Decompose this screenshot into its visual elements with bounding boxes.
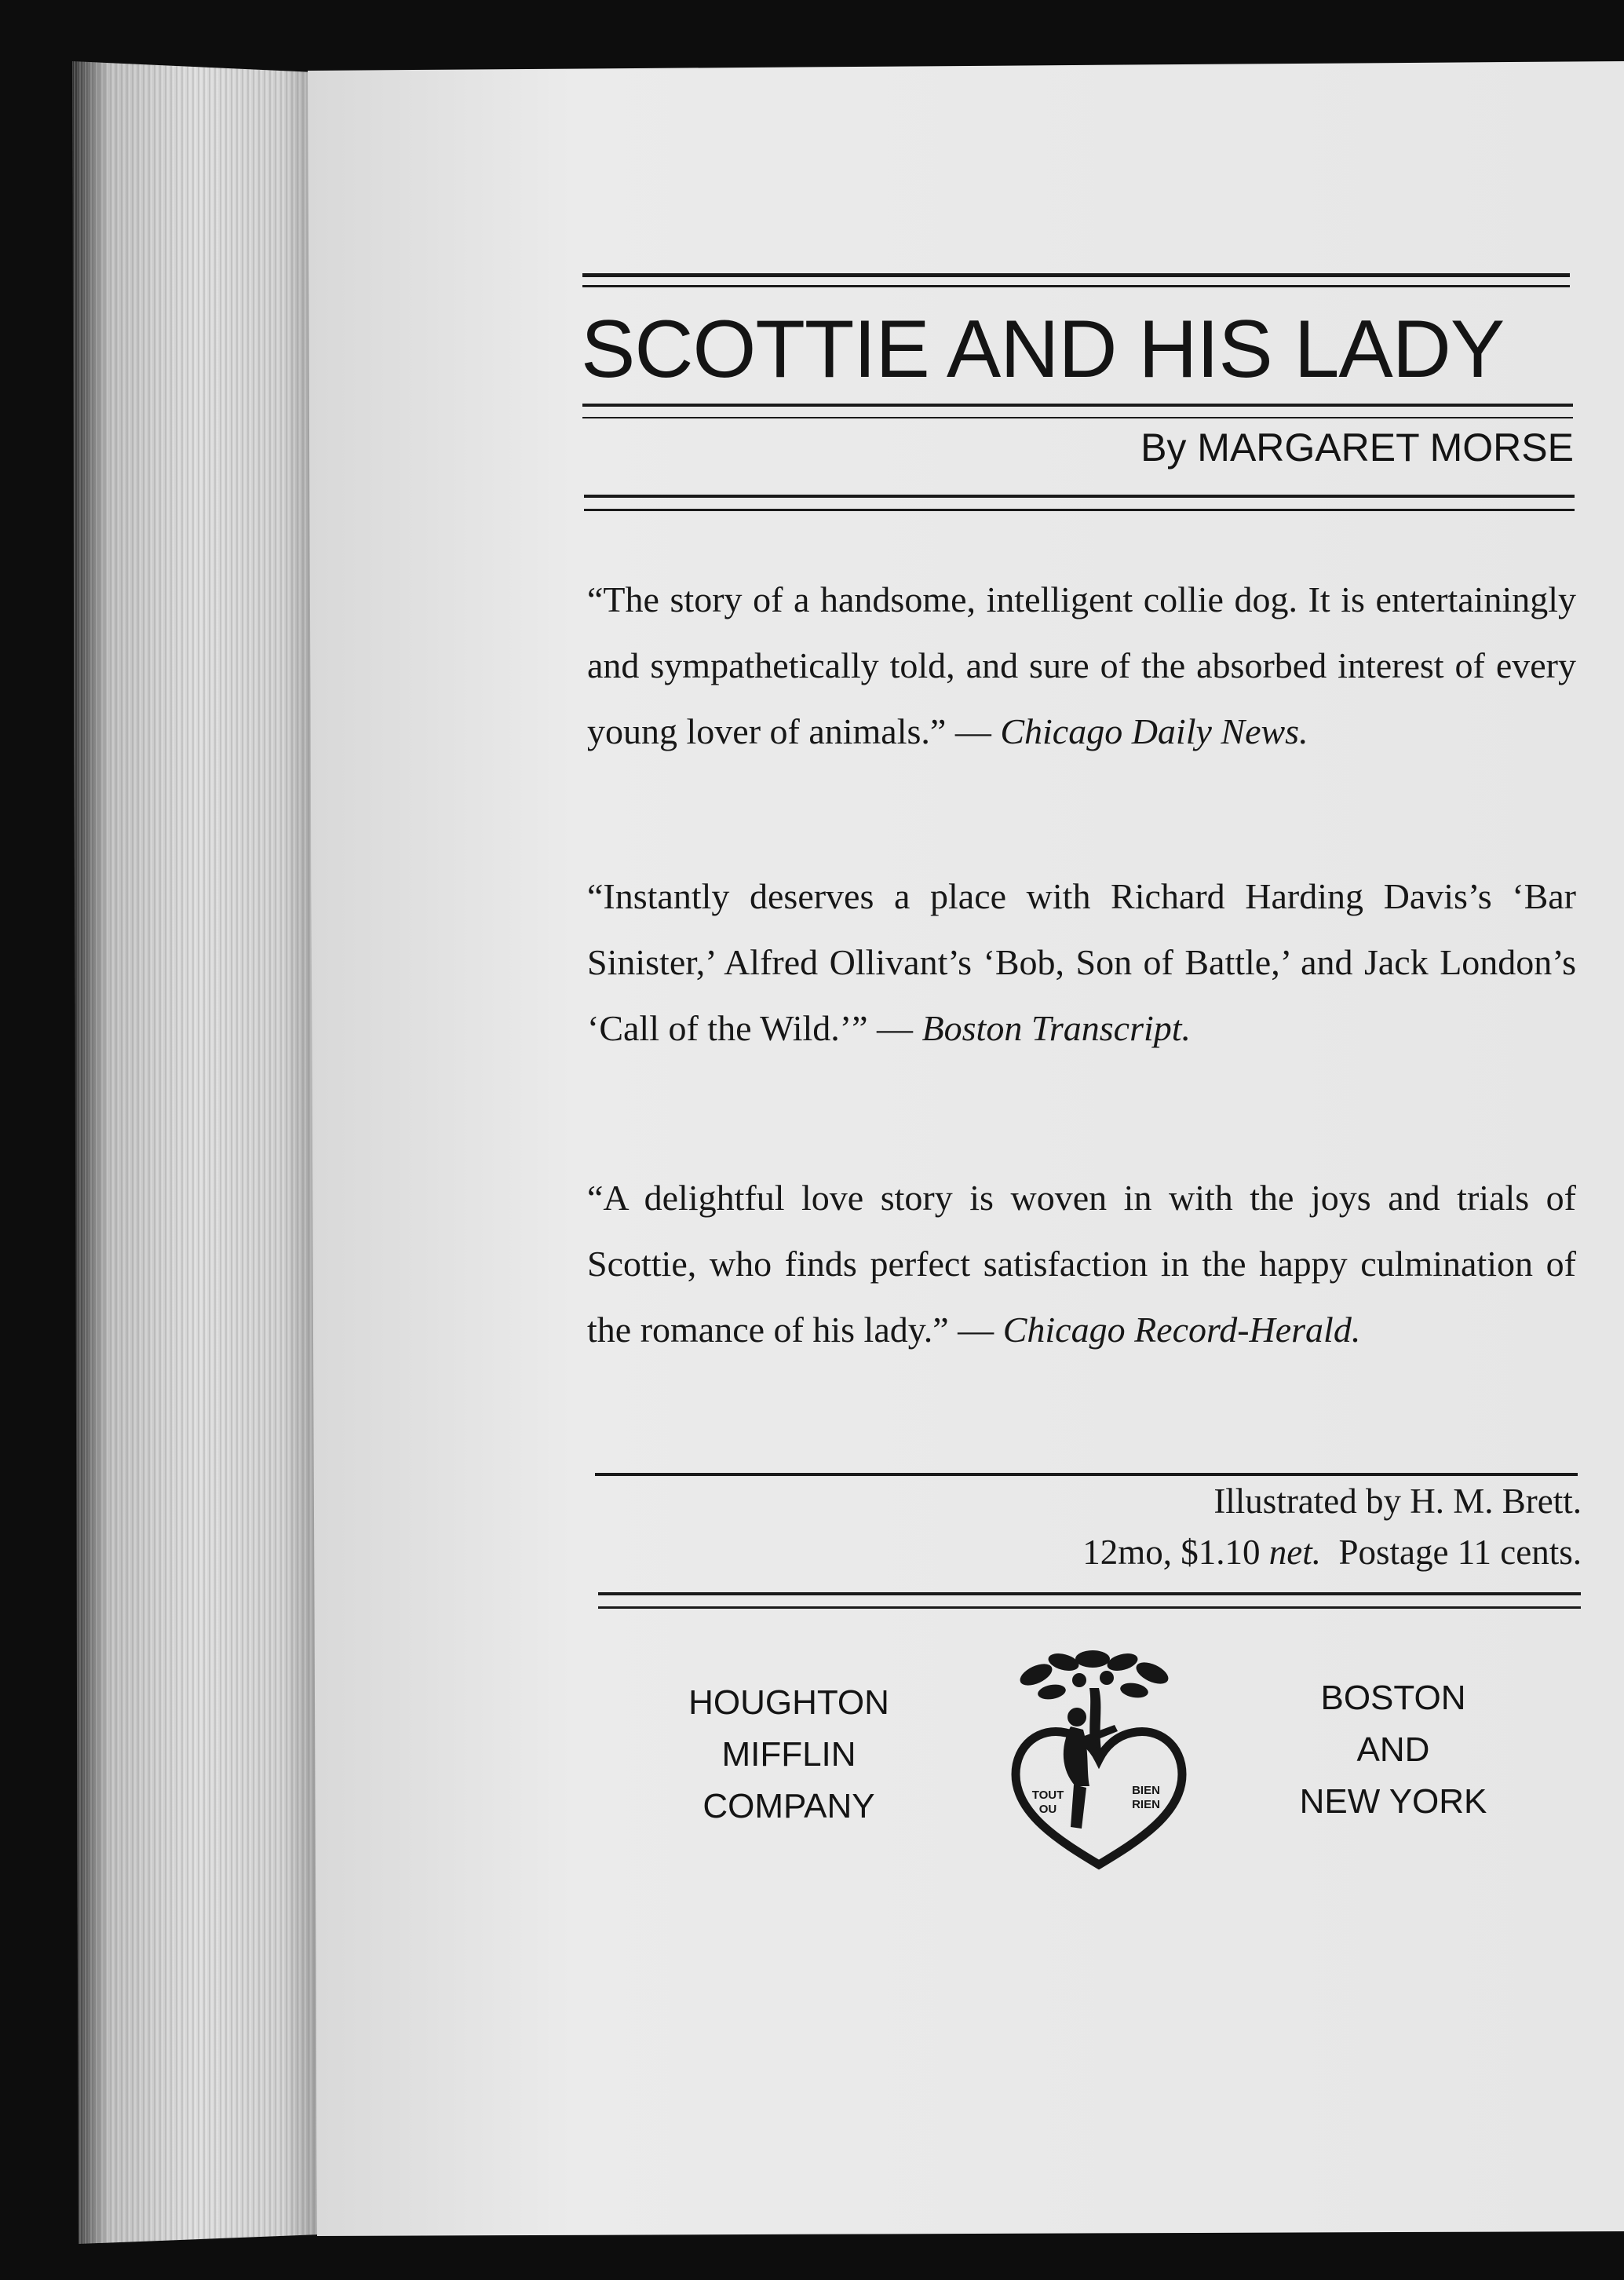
- publisher-line: COMPANY: [703, 1787, 875, 1825]
- review-quote: “A delightful love story is woven in with the joys and trials of Scottie, who finds perfect satisfaction in the happy culmination of the romance of his lady.” —: [587, 1178, 1576, 1350]
- illustrator-credit: Illustrated by H. M. Brett.: [1213, 1482, 1582, 1521]
- review-boston-transcript: [587, 864, 1576, 1061]
- postage: Postage 11 cents.: [1338, 1533, 1582, 1572]
- top-rule: [582, 273, 1570, 277]
- net-label: net.: [1268, 1533, 1321, 1572]
- review-quote: “Instantly deserves a place with Richard Harding Davis’s ‘Bar Sinister,’ Alfred Ollivant’s ‘Bob, Son of Battle,’ and Jack London’s ‘Call of the Wild.’” —: [587, 876, 1576, 1048]
- city-line: AND: [1356, 1730, 1430, 1769]
- publisher-line: MIFFLIN: [721, 1735, 856, 1774]
- review-source: Chicago Daily News.: [1000, 711, 1308, 751]
- city-line: BOSTON: [1320, 1679, 1466, 1717]
- byline-rule-thin: [584, 509, 1575, 511]
- book-title: SCOTTIE AND HIS LADY: [581, 304, 1505, 395]
- city-line: NEW YORK: [1299, 1782, 1487, 1821]
- publisher-line: HOUGHTON: [688, 1683, 889, 1722]
- device-motto-right-2: RIEN: [1132, 1798, 1160, 1811]
- device-motto-right-1: BIEN: [1132, 1784, 1160, 1797]
- title-underline: [582, 404, 1573, 407]
- reviews-bottom-rule: [595, 1473, 1578, 1476]
- device-motto-left-2: OU: [1038, 1803, 1057, 1816]
- publisher-device-logo: [1005, 1645, 1193, 1873]
- format-price: 12mo, $1.10: [1082, 1533, 1261, 1572]
- review-source: Chicago Record-Herald.: [1002, 1310, 1361, 1350]
- publisher-cities: [1264, 1672, 1523, 1828]
- byline-rule: [584, 495, 1575, 498]
- price-line: [863, 1535, 1582, 1570]
- details-bottom-rule-thin: [598, 1606, 1581, 1609]
- details-bottom-rule: [598, 1592, 1581, 1595]
- device-motto-left-1: TOUT: [1031, 1789, 1064, 1802]
- review-chicago-daily-news: [587, 567, 1576, 765]
- top-rule-thin: [582, 285, 1570, 287]
- review-source: Boston Transcript.: [921, 1008, 1192, 1048]
- review-quote: “The story of a handsome, intelligent collie dog. It is entertainingly and sympathetically told, and sure of the absorbed interest of every young lover of animals.” —: [587, 579, 1576, 751]
- review-chicago-record-herald: [587, 1165, 1576, 1363]
- publisher-name: [659, 1677, 918, 1832]
- title-underline-thin: [582, 417, 1573, 418]
- author-byline: By MARGARET MORSE: [1140, 426, 1574, 470]
